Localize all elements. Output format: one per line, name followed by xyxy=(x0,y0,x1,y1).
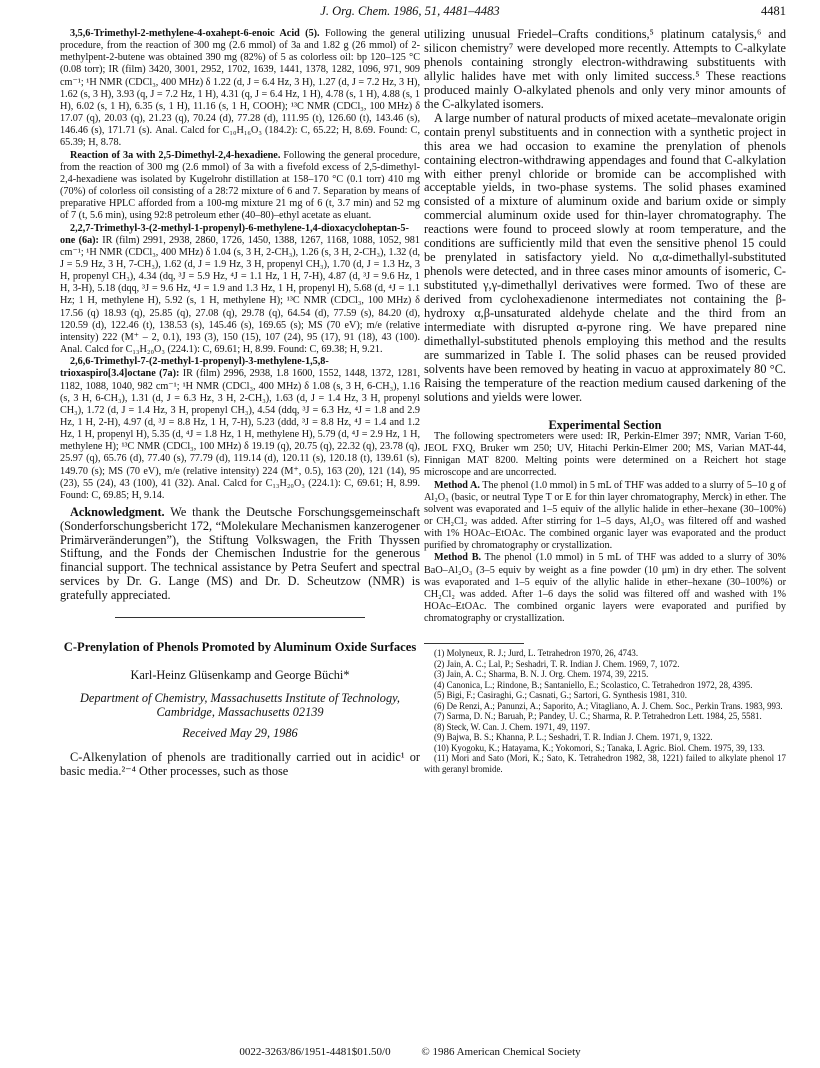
acknowledgment-text: We thank the Deutsche Forschungsgemeinschaft (Sonderforschungsbericht 172, “Molekulare Mechanismen kanzerogener Primärveränderungen”), the Stiftung Volkswagen, the Frith Thyssen Stiftung, and the Fonds der Chemischen Industrie for the generous financial support. The technical assistance by Petra Seufert and spectral services by Dr. G. Lange (MS) and Dr. D. Scheutzow (NMR) is gratefully appreciated. xyxy=(60,505,420,602)
method-b-title: Method B. xyxy=(434,552,482,564)
left-column xyxy=(60,28,420,779)
experimental-section xyxy=(424,431,786,626)
method-b-text: The phenol (1.0 mmol) in 5 mL of THF was added to a slurry of 30% BaO–Al₂O₃ (3–5 equiv by weight as a fine powder (10 μm) in dry ether. The solvent was evaporated and 1–5 equiv of the allylic halide in ether–hexane (30–100%) or CH₂Cl₂ was added. After 1–6 days the solid was filtered off and washed with 1% HOAc–EtOAc. The combined organic layers were evaporated and purified by chromatography or crystallization. xyxy=(424,552,786,625)
intro-start: C-Alkenylation of phenols are traditionally carried out in acidic¹ or basic media.²⁻⁴ Other processes, such as those xyxy=(60,749,420,778)
reference-item: (6) De Renzi, A.; Panunzi, A.; Saporito, A.; Vitagliano, A. J. Chem. Soc., Perkin Trans. 1983, 993. xyxy=(434,700,783,711)
page-number: 4481 xyxy=(761,4,786,18)
paragraph-compound-7a xyxy=(60,356,420,502)
compound-7a-title: 2,6,6-Trimethyl-7-(2-methyl-1-propenyl)-3-methylene-1,5,8-trioxaspiro[3.4]octane (7a): xyxy=(60,356,329,380)
reference-item: (1) Molyneux, R. J.; Jurd, L. Tetrahedron 1970, 26, 4743. xyxy=(434,648,639,659)
copyright: © 1986 American Chemical Society xyxy=(421,1046,581,1058)
method-a-title: Method A. xyxy=(434,479,480,491)
reaction-3a-title: Reaction of 3a with 2,5-Dimethyl-2,4-hexadiene. xyxy=(70,149,281,161)
reference-item: (8) Steck, W. Can. J. Chem. 1971, 49, 1197. xyxy=(434,721,590,732)
paragraph-reaction-3a xyxy=(60,150,420,223)
references-divider xyxy=(424,643,524,644)
reference-item: (9) Bajwa, B. S.; Khanna, P. L.; Seshadri, T. R. Indian J. Chem. 1971, 9, 1322. xyxy=(434,732,713,743)
received-date: Received May 29, 1986 xyxy=(182,725,298,740)
compound-6a-title: 2,2,7-Trimethyl-3-(2-methyl-1-propenyl)-6-methylene-1,4-dioxacycloheptan-5-one (6a): xyxy=(60,222,409,246)
right-column xyxy=(424,28,786,774)
reference-item: (10) Kyogoku, K.; Hatayama, K.; Yokomori, S.; Tanaka, I. Agric. Biol. Chem. 1975, 39, 133. xyxy=(434,742,765,753)
reference-item: (4) Canonica, L.; Rindone, B.; Santaniello, E.; Scolastico, C. Tetrahedron 1972, 28, 4395. xyxy=(434,679,753,690)
intro-paragraph-2: A large number of natural products of mixed acetate–mevalonate origin contain prenyl substituents and in connection with a synthetic project in this area we had occasion to examine the prenylation of phenols containing electron-withdrawing appendages and found that C-alkylation with either prenyl chloride or bromide can be accomplished with acceptable yields, in two-phase systems. The solid phases examined consisted of a mixture of aluminum oxide and barium oxide or simply commercial aluminum oxide used for thin-layer chromatography. The reactions were found to proceed slowly at room temperature, and the conditions are sufficiently mild that even the sensitive phenol 15 could be prenylated in satisfactory yield. No α,α-dimethallyl-substituted phenols were detected, and in three cases minor amounts of isomeric, C-substituted γ,γ-dimethallyl derivatives were formed. Two of these are derived from cyclohexadienone intermediates not containing the β-hydroxy α,β-unsaturated aldehyde chelate and the third from an intermediate with disrupted α-pyrone ring. We have prepared nine dimethallyl-substituted phenols employing this method and the results are summarized in Table I. The solid phases can be reused provided solvents have been removed by heating in vacuo at approximately 80 °C. Raising the temperature of the reaction medium caused darkening of the solutions and yields were lower. xyxy=(424,110,786,404)
reaction-3a-text: Following the general procedure, from the reaction of 300 mg (2.6 mmol) of 3a with a fivefold excess of 2,5-dimethyl-2,4-hexadiene was isolated by Kugelrohr distillation at 158–170 °C (0.1 torr) 410 mg (70%) of colorless oil consisting of a 28:72 mixture of 6 and 7. Separation by means of preparative HPLC afforded from a 100-mg mixture 21 mg of 6 (t, 3.7 min) and 52 mg of 7 (t, 5.6 min), using 92:8 petroleum ether (40–80)–ethyl acetate as eluant. xyxy=(60,149,420,222)
reference-item: (3) Jain, A. C.; Sharma, B. N. J. Org. Chem. 1974, 39, 2215. xyxy=(434,669,649,680)
page-footer xyxy=(0,1046,820,1058)
article-code: 0022-3263/86/1951-4481$01.50/0 xyxy=(239,1046,391,1058)
authors: Karl-Heinz Glüsenkamp and George Büchi* xyxy=(130,667,350,682)
paper-title: C-Prenylation of Phenols Promoted by Aluminum Oxide Surfaces xyxy=(63,639,417,654)
reference-item: (5) Bigi, F.; Casiraghi, G.; Casnati, G.; Sartori, G. Synthesis 1981, 310. xyxy=(434,690,687,701)
method-b xyxy=(424,552,786,625)
compound-6a-text: IR (film) 2991, 2938, 2860, 1726, 1450, 1388, 1267, 1168, 1088, 1052, 981 cm⁻¹; ¹H NMR (CDCl₃, 400 MHz) δ 1.04 (s, 3 H, 2-CH₃), 1.26 (s, 3 H, 2-CH₃), 1.32 (d, J = 5.9 Hz, 3 H, 7-CH₃), 1.62 (d, J = 1.9 Hz, 3 H, propenyl CH₃), 1.70 (d, J = 1.3 Hz, 3 H, propenyl CH₃), 4.34 (dq, ³J = 5.9 Hz, ⁴J = 1.1 Hz, 1 H, 7-H), 4.87 (d, ³J = 9.6 Hz, 1 H, 3-H), 5.18 (dqq, ³J = 9.6 Hz, ⁴J = 1.9 and 1.3 Hz, 1 H, propenyl H), 5.68 (d, ⁴J = 1.1 Hz; 1 H, methylene H), 5.92 (s, 1 H, methylene H); ¹³C NMR (CDCl₃, 100 MHz) δ 17.56 (q) 18.93 (q), 25.85 (q), 27.08 (q), 29.78 (q), 64.54 (d), 77.59 (s), 84.20 (d), 120.59 (d), 122.46 (t), 138.53 (s), 145.46 (s), 169.65 (s); MS (70 eV); m/e (relative intensity) 222 (M⁺ – 2, 0.1), 193 (3), 150 (15), 107 (24), 95 (17), 91 (18), 43 (100). Anal. Calcd for C₁₃H₂₀O₃ (224.1): C, 69.61; H, 8.99. Found: C, 69.38; H, 9.21. xyxy=(60,234,420,356)
paragraph-compound-6a xyxy=(60,223,420,357)
acknowledgment-title: Acknowledgment. xyxy=(70,505,165,520)
compound-7a-text: IR (film) 2996, 2938, 1.8 1600, 1552, 1448, 1372, 1281, 1182, 1088, 1040, 982 cm⁻¹; ¹H NMR (CDCl₃, 400 MHz) δ 1.08 (s, 3 H, 6-CH₃), 1.16 (s, 3 H, 6-CH₃), 1.31 (d, J = 6.3 Hz, 3 H, 2-CH₃), 1.63 (d, J = 1.4 Hz, 3 H, propenyl CH₃), 1.72 (d, J = 1.4 Hz, 3 H, propenyl CH₃), 4.54 (ddq, ³J = 6.3 Hz, ⁴J = 1.8 and 2.9 Hz, 1 H, 2-H), 4.97 (d, ³J = 8.8 Hz, 1 H, 7-H), 5.23 (ddd, ³J = 8.8 Hz, ⁴J = 1.4 and 1.2 Hz, 1 H, propenyl H), 5.35 (d, ⁴J = 1.8 Hz, 1 H, methylene H), 5.79 (d, ⁴J = 2.9 Hz, 1 H, methylene H); ¹³C NMR (CDCl₃, 100 MHz) δ 19.19 (q), 20.75 (q), 22.32 (q), 23.78 (q), 25.97 (q), 65.76 (d), 77.40 (s), 77.79 (d), 119.14 (d), 120.11 (s), 120.18 (t), 139.61 (s), 149.70 (s); MS (70 eV), m/e (relative intensity) 224 (M⁺, 0.5), 163 (20), 121 (14), 95 (23), 55 (24), 43 (100), 41 (32). Anal. Calcd for C₁₃H₂₀O₃ (224.1): C, 69.61; H, 8.99. Found: C, 69.85; H, 9.14. xyxy=(60,368,420,501)
article-divider xyxy=(115,617,365,618)
reference-item: (2) Jain, A. C.; Lal, P.; Seshadri, T. R. Indian J. Chem. 1969, 7, 1072. xyxy=(434,658,680,669)
references-list xyxy=(424,648,786,774)
intro-paragraph-1: utilizing unusual Friedel–Crafts conditions,⁵ platinum catalysis,⁶ and silicon chemistry⁷ were developed more recently. Attempts to C-alkylate phenols containing strongly electron-withdrawing substituents with allylic halides have met with only limited success.⁵ These reactions produced mainly O-alkylated phenols and only very minor amounts of the C-alkylated isomers. xyxy=(424,27,786,111)
reference-item: (11) Mori and Sato (Mori, K.; Sato, K. Tetrahedron 1982, 38, 1221) failed to alkylate phenol 17 with geranyl bromide. xyxy=(424,753,786,774)
method-a xyxy=(424,480,786,553)
experimental-paragraph-1: The following spectrometers were used: IR, Perkin-Elmer 397; NMR, Varian T-60, JEOL FXQ, Bruker wm 250; UV, Hitachi Perkin-Elmer 200; MS, Varian MAT-44, Finnigan MAT 8200. Melting points were determined on a Reichert hot stage microscope and are uncorrected. xyxy=(424,430,786,479)
section-title-experimental: Experimental Section xyxy=(548,417,662,432)
acknowledgment xyxy=(60,506,420,603)
introduction xyxy=(424,28,786,405)
affiliation: Department of Chemistry, Massachusetts Institute of Technology, Cambridge, Massachusetts 02139 xyxy=(80,690,400,719)
reference-item: (7) Sarma, D. N.; Baruah, P.; Pandey, U. C.; Sharma, R. P. Tetrahedron Lett. 1984, 25, 5581. xyxy=(434,711,762,722)
paragraph-compound-5 xyxy=(60,28,420,150)
method-a-text: The phenol (1.0 mmol) in 5 mL of THF was added to a slurry of 5–10 g of Al₂O₃ (basic, or neutral Type T or E for thin layer chromatography, Merck) in ether. The solvent was evaporated and 1–5 equiv of the allylic halide in ether–hexane (30–100%) or CH₂Cl₂ was added. After stirring for 1–5 days, Al₂O₃ was filtered off and washed with 1% HOAc–EtOAc. The combined organic layer was evaporated and the product purified by chromatography or crystallization. xyxy=(424,479,786,552)
compound-5-text: Following the general procedure, from the reaction of 300 mg (2.6 mmol) of 3a and 1.82 g (26 mmol) of 2-methylpent-2-butene was obtained 390 mg (82%) of 5 as colorless oil: bp 120–125 °C (0.08 torr); IR (film) 3420, 3001, 2952, 1702, 1639, 1441, 1378, 1282, 1096, 971, 909 cm⁻¹; ¹H NMR (CDCl₃, 400 MHz) δ 1.22 (d, J = 6.4 Hz, 3 H), 1.27 (d, J = 7.2 Hz, 3 H), 1.62 (s, 3 H), 3.93 (q, J = 7.2 Hz, 1 H), 4.31 (q, J = 6.4 Hz, 1 H), 4.78 (s, 1 H), 4.88 (s, 1 H), 6.02 (s, 1 H), 6.35 (s, 1 H), 11.16 (s, 1 H, COOH); ¹³C NMR (CDCl₃, 100 MHz) δ 17.07 (q), 20.03 (q), 21.23 (q), 70.24 (d), 77.28 (d), 111.95 (t), 126.60 (t), 143.46 (s), 146.46 (s), 171.71 (s). Anal. Calcd for C₁₀H₁₆O₃ (184.2): C, 65.22; H, 8.69. Found: C, 65.39; H, 8.78. xyxy=(60,28,420,149)
running-header: J. Org. Chem. 1986, 51, 4481–4483 xyxy=(320,4,500,18)
compound-5-title: 3,5,6-Trimethyl-2-methylene-4-oxahept-6-enoic Acid (5). xyxy=(70,28,320,39)
